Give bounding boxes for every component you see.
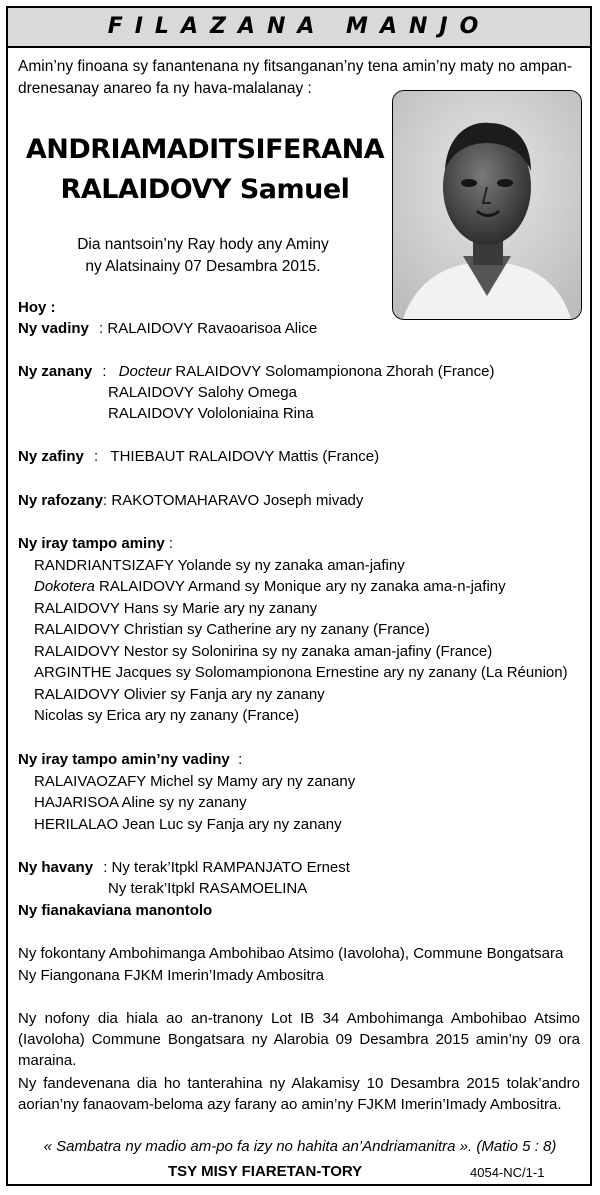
hoy-label: Hoy :	[18, 299, 56, 316]
bible-quote: « Sambatra ny madio am-po fa izy no hahita an’Andriamanitra ». (Matio 5 : 8)	[43, 1138, 557, 1155]
tampo-aminy-sep: :	[164, 535, 174, 552]
obituary-notice	[6, 6, 592, 1186]
tampo-aminy-item: RALAIDOVY Christian sy Catherine ary ny zanany (France)	[34, 621, 430, 638]
rafozany-label: Ny rafozany	[18, 492, 104, 509]
fiangonana: Ny Fiangonana FJKM Imerin’Imady Ambositra	[18, 967, 324, 984]
tampo-aminy-row	[18, 533, 586, 554]
rafozany-row	[18, 490, 586, 511]
tampo-aminy-item: ARGINTHE Jacques sy Solomampionona Ernestine ary ny zanany (La Réunion)	[34, 664, 568, 681]
tampo-aminy-label: Ny iray tampo aminy	[18, 535, 165, 552]
tampo-vadiny-item: RALAIVAOZAFY Michel sy Mamy ary ny zanany	[34, 773, 356, 790]
zanany-title: Docteur	[118, 363, 172, 380]
footer-text: TSY MISY FIARETAN-TORY	[168, 1163, 363, 1180]
zanany-item: RALAIDOVY Vololoniaina Rina	[108, 405, 314, 422]
death-line2: ny Alatsinainy 07 Desambra 2015.	[85, 258, 321, 275]
tampo-aminy-title: Dokotera	[34, 578, 95, 595]
rafozany-value: : RAKOTOMAHARAVO Joseph mivady	[103, 492, 364, 509]
deceased-name-line2: RALAIDOVY Samuel	[60, 174, 350, 205]
nofony-paragraph: Ny nofony dia hiala ao an-tranony Lot IB 34 Ambohimanga Ambohibao Atsimo (Iavoloha) Commune Bongatsara ny Alarobia 09 Desambra 2015 amin’ny 09 ora maraina.	[18, 1010, 580, 1069]
vadiny-value: : RALAIDOVY Ravaoarisoa Alice	[99, 320, 318, 337]
zanany-sep: :	[102, 363, 107, 380]
vadiny-row	[18, 318, 586, 339]
deceased-name-line1: ANDRIAMADITSIFERANA	[25, 134, 385, 165]
havany-label: Ny havany	[18, 859, 94, 876]
havany-value1: : Ny terak’Itpkl RAMPANJATO Ernest	[103, 859, 350, 876]
fokontany: Ny fokontany Ambohimanga Ambohibao Atsimo (Iavoloha), Commune Bongatsara	[18, 945, 564, 962]
intro-text: Amin’ny finoana sy fanantenana ny fitsanganan’ny tena amin’ny maty no ampan-drenesanay anareo fa ny hava-malalanay :	[18, 58, 573, 97]
tampo-aminy-item: Nicolas sy Erica ary ny zanany (France)	[34, 707, 300, 724]
zanany-item: RALAIDOVY Salohy Omega	[108, 384, 297, 401]
zafiny-row	[18, 446, 586, 467]
zanany-row	[18, 361, 586, 382]
tampo-vadiny-item: HERILALAO Jean Luc sy Fanja ary ny zanany	[34, 816, 342, 833]
tampo-aminy-item: RALAIDOVY Olivier sy Fanja ary ny zanany	[34, 686, 325, 703]
tampo-vadiny-item: HAJARISOA Aline sy ny zanany	[34, 794, 247, 811]
zanany-label: Ny zanany	[18, 363, 93, 380]
fianakaviana: Ny fianakaviana manontolo	[18, 902, 213, 919]
death-line1: Dia nantsoin’ny Ray hody any Aminy	[77, 236, 329, 253]
tampo-aminy-item	[34, 576, 600, 597]
havany-row	[18, 857, 586, 878]
tampo-vadiny-label: Ny iray tampo amin’ny vadiny	[18, 751, 230, 768]
zafiny-value: : THIEBAUT RALAIDOVY Mattis (France)	[94, 448, 380, 465]
tampo-vadiny-row	[18, 749, 586, 770]
vadiny-label: Ny vadiny	[18, 320, 89, 337]
tampo-aminy-item: RALAIDOVY Nestor sy Solonirina sy ny zanaka aman-jafiny (France)	[34, 643, 493, 660]
portrait-photo	[392, 90, 582, 320]
reference-code: 4054-NC/1-1	[470, 1165, 545, 1180]
tampo-aminy-item: RANDRIANTSIZAFY Yolande sy ny zanaka aman-jafiny	[34, 557, 405, 574]
havany-value2: Ny terak’Itpkl RASAMOELINA	[108, 880, 308, 897]
zafiny-label: Ny zafiny	[18, 448, 84, 465]
tampo-aminy-item: RALAIDOVY Hans sy Marie ary ny zanany	[34, 600, 318, 617]
portrait-image	[393, 91, 581, 319]
zanany-first: RALAIDOVY Solomampionona Zhorah (France)	[171, 363, 495, 380]
notice-title: FILAZANA MANJO	[8, 8, 590, 48]
fandevenana-paragraph: Ny fandevenana dia ho tanterahina ny Alakamisy 10 Desambra 2015 tolak’andro aorian’ny fanaovam-beloma azy farany ao amin’ny FJKM Imerin’Imady Ambositra.	[18, 1075, 580, 1113]
tampo-vadiny-sep: :	[229, 751, 243, 768]
tampo-aminy-line2: RALAIDOVY Armand sy Monique ary ny zanaka ama-n-jafiny	[94, 578, 506, 595]
